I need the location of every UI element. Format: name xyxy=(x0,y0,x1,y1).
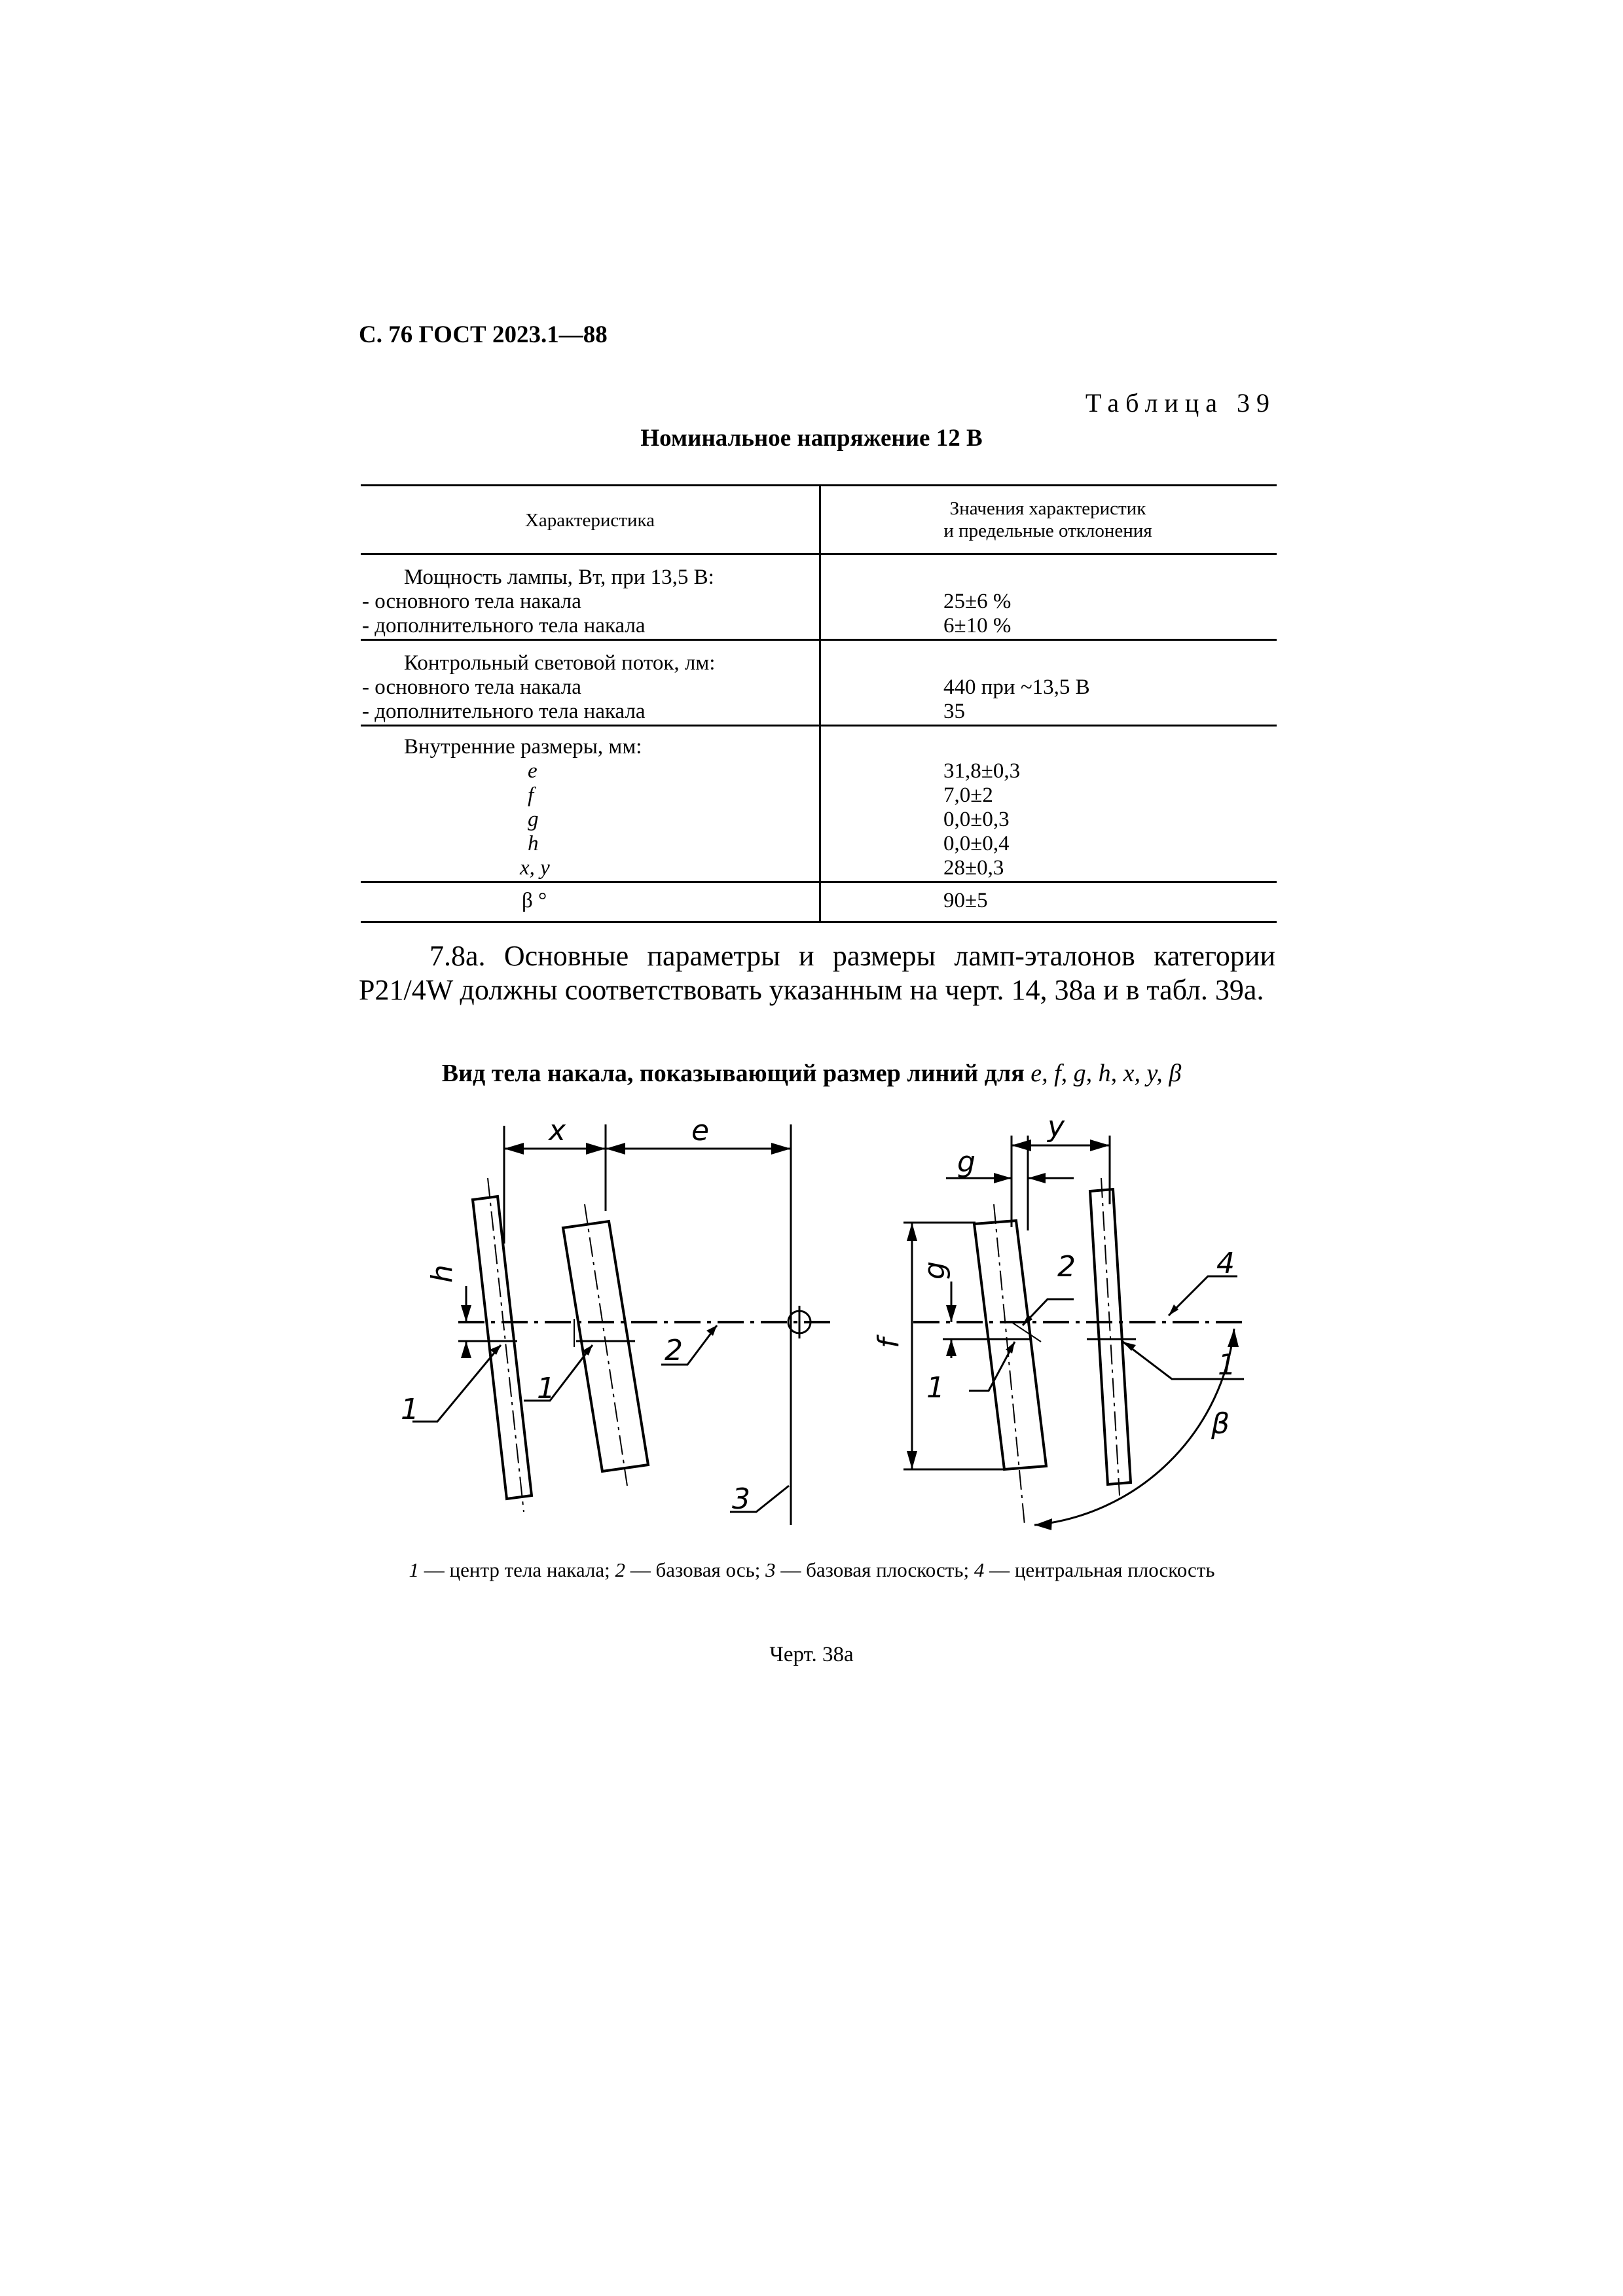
beta-value: 90±5 xyxy=(943,889,988,912)
flux-main-label: - основного тела накала xyxy=(362,675,581,699)
label-1-b: 1 xyxy=(537,1372,555,1405)
label-x: x xyxy=(549,1114,566,1147)
col2-header-line1: Значения характеристик xyxy=(949,498,1146,519)
label-f: f xyxy=(872,1338,905,1348)
page-header: С. 76 ГОСТ 2023.1—88 xyxy=(359,321,608,348)
dim-g-value: 0,0±0,3 xyxy=(943,808,1010,831)
label-3: 3 xyxy=(732,1482,750,1516)
dim-h-value: 0,0±0,4 xyxy=(943,832,1010,855)
label-2-b: 2 xyxy=(1057,1250,1076,1283)
label-g-side: g xyxy=(918,1261,951,1280)
paragraph-7-8a: 7.8а. Основные параметры и размеры ламп-эталонов категории Р21/4W должны соответствовать указанным на черт. 14, 38а и в табл. 39а. xyxy=(359,940,1275,1006)
dim-f-value: 7,0±2 xyxy=(943,783,993,807)
table-label: Таблица 39 xyxy=(1085,388,1276,418)
flux-aux-value: 35 xyxy=(943,700,965,723)
dim-e-value: 31,8±0,3 xyxy=(943,759,1021,783)
label-e: e xyxy=(691,1114,710,1147)
label-1-c: 1 xyxy=(926,1371,945,1405)
label-4: 4 xyxy=(1216,1247,1235,1280)
col2-header-line2: и предельные отклонения xyxy=(943,520,1152,541)
figure-caption: Черт. 38а xyxy=(769,1643,854,1666)
label-1-d: 1 xyxy=(1218,1348,1236,1382)
power-title: Мощность лампы, Вт, при 13,5 В: xyxy=(404,565,714,589)
power-aux-value: 6±10 % xyxy=(943,614,1012,637)
label-2-a: 2 xyxy=(665,1334,683,1367)
label-1-a: 1 xyxy=(401,1393,419,1426)
label-beta: β xyxy=(1211,1407,1230,1441)
col1-header: Характеристика xyxy=(524,510,655,531)
beta-label: β ° xyxy=(522,889,547,912)
table-title: Номинальное напряжение 12 В xyxy=(640,425,983,452)
flux-title: Контрольный световой поток, лм: xyxy=(404,651,716,675)
filament-right-1 xyxy=(974,1204,1046,1525)
filament-right-2 xyxy=(1090,1178,1131,1496)
dim-h-label: h xyxy=(528,832,539,855)
dim-g-label: g xyxy=(528,808,539,831)
dim-f-label: f xyxy=(528,783,534,807)
figure-legend: 1 — центр тела накала; 2 — базовая ось; 3 — базовая плоскость; 4 — центральная плоскость xyxy=(409,1558,1215,1581)
power-aux-label: - дополнительного тела накала xyxy=(362,614,646,637)
dim-e-label: e xyxy=(528,759,538,783)
flux-main-value: 440 при ~13,5 В xyxy=(943,675,1090,699)
label-g-top: g xyxy=(957,1145,976,1179)
label-h: h xyxy=(426,1265,459,1283)
figure-title: Вид тела накала, показывающий размер линий для e, f, g, h, x, y, β xyxy=(441,1060,1182,1087)
label-y: y xyxy=(1048,1110,1065,1143)
dim-xy-label: x, y xyxy=(520,856,550,880)
power-main-label: - основного тела накала xyxy=(362,590,581,613)
flux-aux-label: - дополнительного тела накала xyxy=(362,700,646,723)
dims-title: Внутренние размеры, мм: xyxy=(404,735,642,759)
power-main-value: 25±6 % xyxy=(943,590,1012,613)
dim-xy-value: 28±0,3 xyxy=(943,856,1004,880)
filament-left-2 xyxy=(563,1204,648,1486)
filament-left-1 xyxy=(473,1178,532,1512)
